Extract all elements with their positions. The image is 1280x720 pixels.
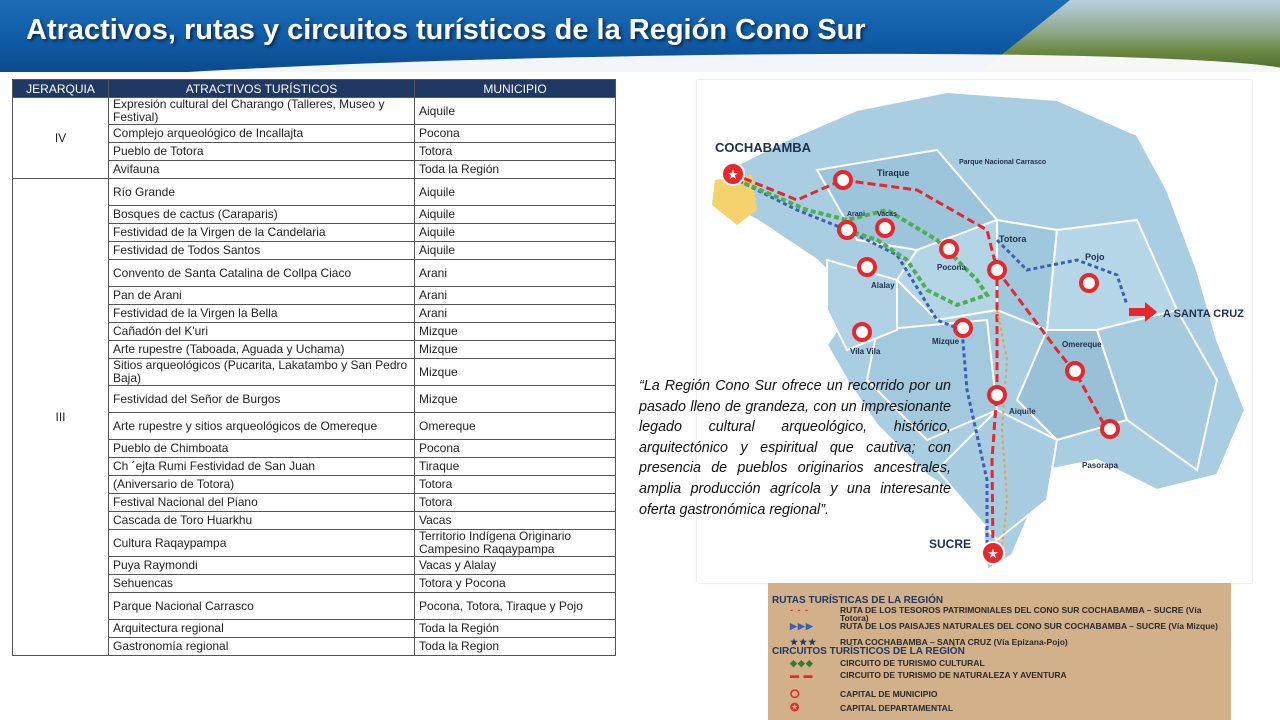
- attraction-cell: Avifauna: [109, 161, 415, 179]
- circle-marker-icon: ⭘: [790, 687, 801, 701]
- attraction-cell: Convento de Santa Catalina de Collpa Ciaco: [109, 260, 415, 287]
- municipality-cell: Mizque: [415, 341, 616, 359]
- label-santa-cruz: A SANTA CRUZ: [1163, 308, 1244, 320]
- legend-circuit-2: ▬ ▬ CIRCUITO DE TURISMO DE NATURALEZA Y AVENTURA: [790, 670, 1067, 680]
- marker-omereque: [1067, 363, 1083, 379]
- label-alalay: Alalay: [871, 281, 895, 290]
- attraction-cell: Sitios arqueológicos (Pucarita, Lakatambo y San Pedro Baja): [109, 359, 415, 386]
- column-header-attractions: ATRACTIVOS TURÍSTICOS: [109, 80, 415, 98]
- attractions-table: [12, 79, 616, 656]
- table-row: [13, 179, 616, 206]
- municipality-cell: Arani: [415, 287, 616, 305]
- attraction-cell: Pueblo de Totora: [109, 143, 415, 161]
- region-quote: “La Región Cono Sur ofrece un recorrido por un pasado lleno de grandeza, con un impresionante legado cultural arqueológico, histórico, arquitectónico y espiritual que cautiva; con presencia de pueblos originarios ancestrales, amplia producción agrícola y una interesante oferta gastronómica regional”.: [639, 378, 951, 518]
- attraction-cell: Festividad de Todos Santos: [109, 242, 415, 260]
- column-header-municipality: MUNICIPIO: [415, 80, 616, 98]
- marker-pasorapa: [1102, 421, 1118, 437]
- red-bars-icon: ▬ ▬: [790, 670, 814, 680]
- municipality-cell: Totora: [415, 476, 616, 494]
- label-vila-vila: Vila Vila: [850, 347, 881, 356]
- label-totora: Totora: [999, 234, 1027, 244]
- label-omereque: Omereque: [1062, 340, 1102, 349]
- legend-route-1: - - - RUTA DE LOS TESOROS PATRIMONIALES DEL CONO SUR COCHABAMBA – SUCRE (Vía Totora): [790, 605, 1202, 623]
- marker-tiraque: [835, 172, 851, 188]
- label-pocona: Pocona: [937, 263, 966, 272]
- marker-vila-vila: [854, 324, 870, 340]
- attraction-cell: Arquitectura regional: [109, 620, 415, 638]
- municipality-cell: Totora: [415, 143, 616, 161]
- attraction-cell: Arte rupestre (Taboada, Aguada y Uchama): [109, 341, 415, 359]
- column-header-hierarchy: JERARQUIA: [13, 80, 109, 98]
- label-vacas: Vacas: [877, 211, 897, 218]
- table-body: [13, 98, 616, 656]
- label-tiraque: Tiraque: [877, 168, 910, 178]
- label-pojo: Pojo: [1085, 252, 1105, 262]
- marker-pocona: [941, 241, 957, 257]
- star-cochabamba-icon: ★: [727, 167, 739, 182]
- label-pasorapa: Pasorapa: [1082, 461, 1119, 470]
- star-marker-icon: ✪: [790, 702, 801, 714]
- marker-arani: [839, 222, 855, 238]
- attraction-cell: Expresión cultural del Charango (Talleres, Museo y Festival): [109, 98, 415, 125]
- label-aiquile: Aiquile: [1009, 407, 1036, 416]
- attraction-cell: Bosques de cactus (Caraparis): [109, 206, 415, 224]
- municipality-cell: Mizque: [415, 359, 616, 386]
- attraction-cell: Gastronomía regional: [109, 638, 415, 656]
- municipality-cell: Toda la Región: [415, 161, 616, 179]
- attraction-cell: Arte rupestre y sitios arqueológicos de Omereque: [109, 413, 415, 440]
- label-sucre: SUCRE: [929, 537, 972, 551]
- label-arani: Arani: [847, 211, 865, 218]
- municipality-cell: Omereque: [415, 413, 616, 440]
- attraction-cell: (Aniversario de Totora): [109, 476, 415, 494]
- municipality-cell: Pocona: [415, 440, 616, 458]
- municipality-cell: Totora: [415, 494, 616, 512]
- stars-icon: ★★★: [790, 637, 818, 647]
- label-cochabamba: COCHABAMBA: [715, 140, 812, 155]
- legend-heading-routes: RUTAS TURÍSTICAS DE LA REGIÓN: [772, 595, 944, 606]
- attraction-cell: Pan de Arani: [109, 287, 415, 305]
- municipality-cell: Totora y Pocona: [415, 575, 616, 593]
- legend-heading-circuits: CIRCUITOS TURÍSTICOS DE LA REGIÓN: [772, 646, 965, 657]
- municipality-cell: Aiquile: [415, 179, 616, 206]
- municipality-cell: Mizque: [415, 323, 616, 341]
- municipality-cell: Territorio Indígena Originario Campesino Raqaypampa: [415, 530, 616, 557]
- triangle-arrows-icon: ▶▶▶: [790, 621, 814, 631]
- header-banner: [0, 0, 1280, 72]
- attraction-cell: Festival Nacional del Piano: [109, 494, 415, 512]
- municipality-cell: Mizque: [415, 386, 616, 413]
- star-sucre-icon: ★: [987, 546, 999, 561]
- municipality-cell: Arani: [415, 260, 616, 287]
- attraction-cell: Festividad de la Virgen de la Candelaria: [109, 224, 415, 242]
- attraction-cell: Puya Raymondi: [109, 557, 415, 575]
- map-legend: RUTAS TURÍSTICAS DE LA REGIÓN - - - RUTA DE LOS TESOROS PATRIMONIALES DEL CONO SUR COCHABAMBA – SUCRE (Vía Totora) ▶▶▶ RUTA DE LOS PAISAJES NATURALES DEL CONO SUR COCHABAMBA – SUCRE (Vía Mizque) ★★★ RUTA COCHABAMBA – SANTA CRUZ (Vía Epizana-Pojo) CIRCUITOS TURÍSTICOS DE LA REGIÓN ◆◆◆ CIRCUITO DE TURISMO CULTURAL ▬ ▬ CIRCUITO DE TURISMO DE NATURALEZA Y AVENTURA ⭘ CAPITAL DE MUNICIPIO ✪ CAPITAL DEPARTAMENTAL: [768, 583, 1231, 720]
- table-row: [13, 98, 616, 125]
- municipality-cell: Tiraque: [415, 458, 616, 476]
- attraction-cell: Pueblo de Chimboata: [109, 440, 415, 458]
- municipality-cell: Aiquile: [415, 224, 616, 242]
- marker-mizque: [955, 320, 971, 336]
- attraction-cell: Sehuencas: [109, 575, 415, 593]
- municipality-cell: Aiquile: [415, 98, 616, 125]
- hierarchy-cell: IV: [13, 98, 109, 179]
- attraction-cell: Cascada de Toro Huarkhu: [109, 512, 415, 530]
- municipality-cell: Aiquile: [415, 206, 616, 224]
- attraction-cell: Complejo arqueológico de Incallajta: [109, 125, 415, 143]
- attraction-cell: Festividad de la Virgen la Bella: [109, 305, 415, 323]
- marker-aiquile: [989, 387, 1005, 403]
- marker-totora: [989, 262, 1005, 278]
- attraction-cell: Parque Nacional Carrasco: [109, 593, 415, 620]
- marker-alalay: [859, 259, 875, 275]
- municipality-cell: Arani: [415, 305, 616, 323]
- table-header-row: [13, 80, 616, 98]
- page-title: Atractivos, rutas y circuitos turísticos de la Región Cono Sur: [26, 14, 866, 46]
- attraction-cell: Festividad del Señor de Burgos: [109, 386, 415, 413]
- municipality-cell: Aiquile: [415, 242, 616, 260]
- label-carrasco: Parque Nacional Carrasco: [959, 159, 1047, 166]
- municipality-cell: Toda la Región: [415, 620, 616, 638]
- diamonds-icon: ◆◆◆: [790, 658, 814, 668]
- hierarchy-cell: III: [13, 179, 109, 656]
- marker-pojo: [1081, 275, 1097, 291]
- attraction-cell: Cañadón del K'uri: [109, 323, 415, 341]
- marker-vacas: [877, 220, 893, 236]
- municipality-cell: Vacas: [415, 512, 616, 530]
- attraction-cell: Río Grande: [109, 179, 415, 206]
- municipality-cell: Pocona, Totora, Tiraque y Pojo: [415, 593, 616, 620]
- municipality-cell: Toda la Region: [415, 638, 616, 656]
- attraction-cell: Cultura Raqaypampa: [109, 530, 415, 557]
- municipality-cell: Pocona: [415, 125, 616, 143]
- legend-route-2: ▶▶▶ RUTA DE LOS PAISAJES NATURALES DEL CONO SUR COCHABAMBA – SUCRE (Vía Mizque): [790, 621, 1218, 631]
- attraction-cell: Ch ´ejta Rumi Festividad de San Juan: [109, 458, 415, 476]
- municipality-cell: Vacas y Alalay: [415, 557, 616, 575]
- label-mizque: Mizque: [932, 337, 960, 346]
- red-dash-icon: - - -: [790, 605, 809, 615]
